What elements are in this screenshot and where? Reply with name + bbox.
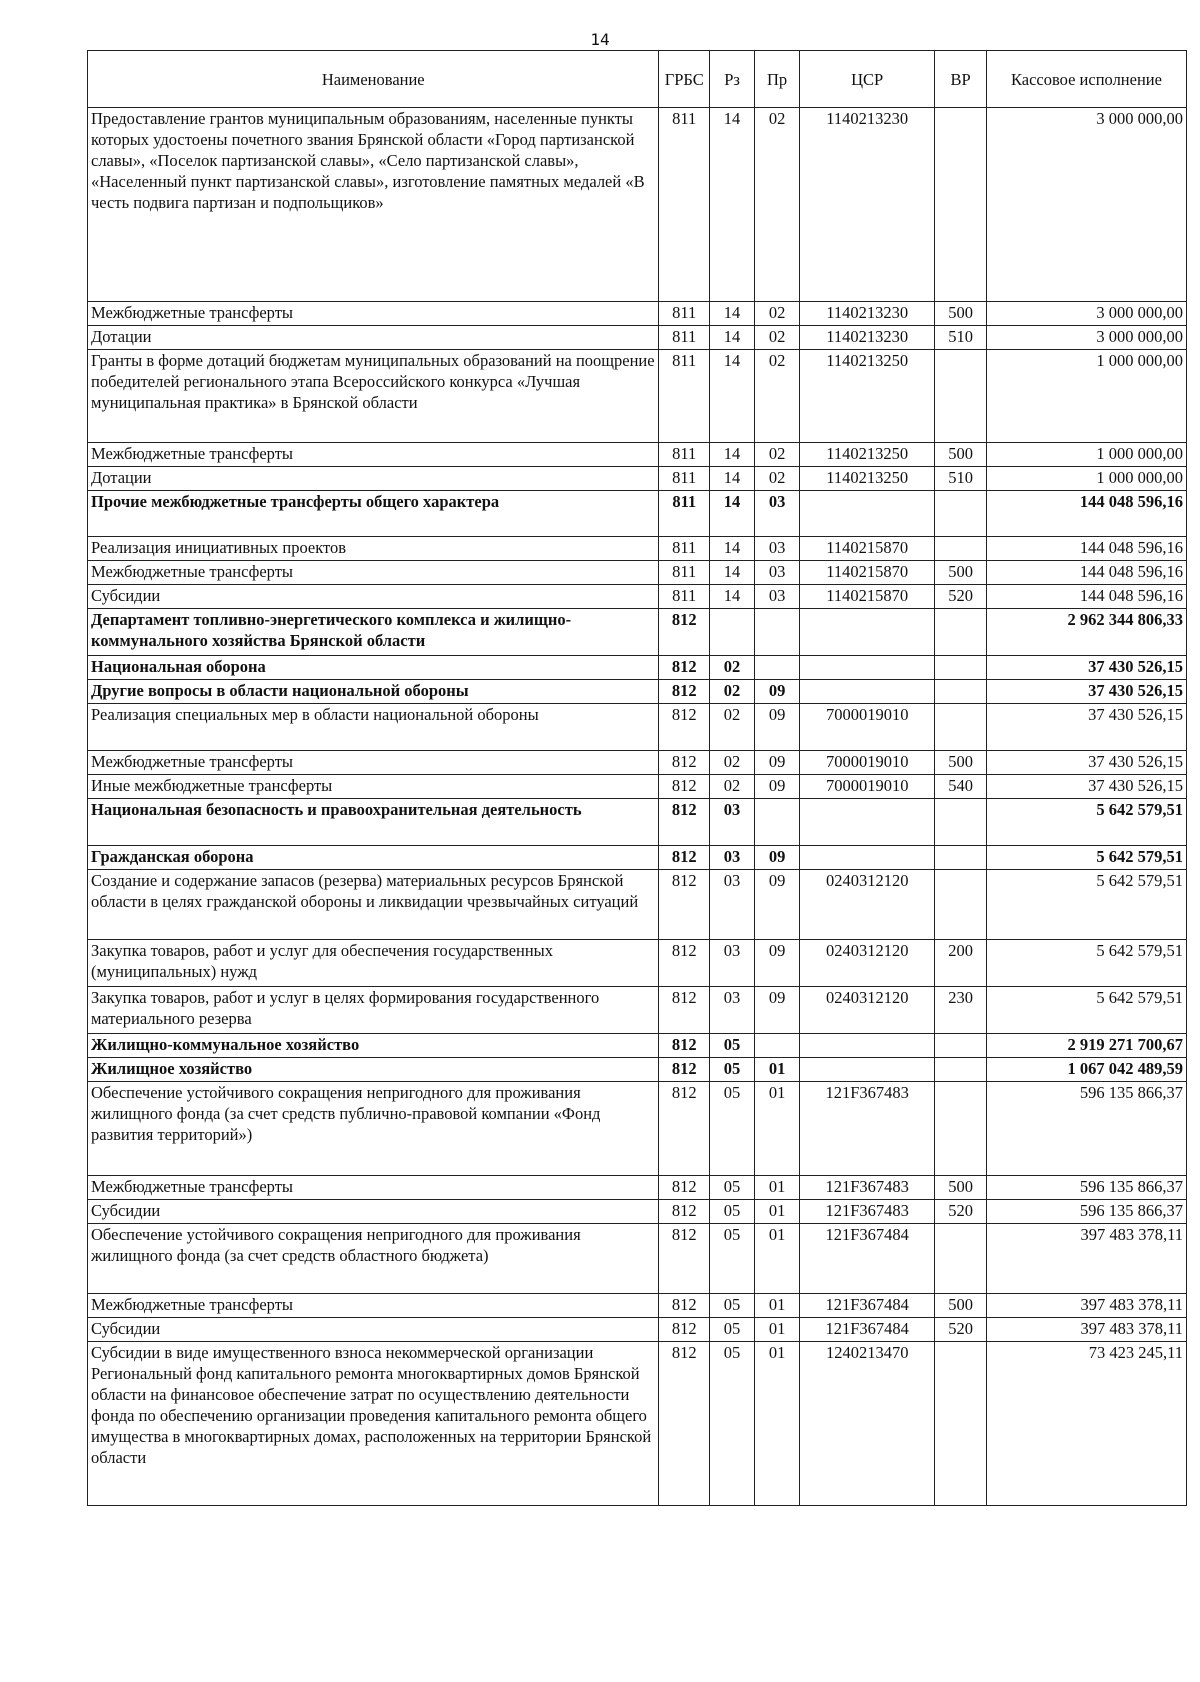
- cell-pr: 09: [755, 846, 800, 870]
- cell-name: Обеспечение устойчивого сокращения непригодного для проживания жилищного фонда (за счет средств публично-правовой компании «Фонд развития территорий»): [88, 1082, 659, 1176]
- table-row: [88, 561, 1187, 585]
- cell-csr: 1140215870: [800, 561, 935, 585]
- cell-csr: [800, 491, 935, 537]
- cell-grbs: 812: [659, 1224, 710, 1294]
- cell-csr: 1140215870: [800, 585, 935, 609]
- table-row: [88, 1058, 1187, 1082]
- cell-grbs: 811: [659, 537, 710, 561]
- table-row: [88, 108, 1187, 302]
- cell-vr: [935, 870, 987, 940]
- cell-cash-execution: 144 048 596,16: [986, 537, 1186, 561]
- cell-pr: 09: [755, 751, 800, 775]
- cell-name: Обеспечение устойчивого сокращения непригодного для проживания жилищного фонда (за счет средств областного бюджета): [88, 1224, 659, 1294]
- cell-cash-execution: 1 000 000,00: [986, 467, 1186, 491]
- cell-name: Межбюджетные трансферты: [88, 751, 659, 775]
- cell-cash-execution: 37 430 526,15: [986, 751, 1186, 775]
- cell-csr: 1140213230: [800, 302, 935, 326]
- cell-name: Субсидии: [88, 585, 659, 609]
- cell-rz: 05: [710, 1294, 755, 1318]
- cell-cash-execution: 3 000 000,00: [986, 326, 1186, 350]
- cell-csr: [800, 799, 935, 846]
- cell-csr: [800, 846, 935, 870]
- cell-rz: [710, 609, 755, 656]
- cell-vr: 500: [935, 1176, 987, 1200]
- cell-rz: 14: [710, 585, 755, 609]
- cell-grbs: 812: [659, 704, 710, 751]
- cell-cash-execution: 37 430 526,15: [986, 680, 1186, 704]
- table-row: [88, 680, 1187, 704]
- cell-pr: [755, 1034, 800, 1058]
- cell-pr: 01: [755, 1058, 800, 1082]
- cell-rz: 03: [710, 940, 755, 987]
- cell-pr: [755, 799, 800, 846]
- cell-vr: [935, 1342, 987, 1506]
- cell-cash-execution: 5 642 579,51: [986, 987, 1186, 1034]
- cell-name: Межбюджетные трансферты: [88, 1176, 659, 1200]
- cell-csr: 1140213230: [800, 326, 935, 350]
- cell-cash-execution: 37 430 526,15: [986, 704, 1186, 751]
- cell-rz: 05: [710, 1176, 755, 1200]
- cell-rz: 05: [710, 1342, 755, 1506]
- table-row: [88, 350, 1187, 443]
- cell-csr: 1240213470: [800, 1342, 935, 1506]
- cell-pr: 02: [755, 108, 800, 302]
- table-row: [88, 537, 1187, 561]
- cell-pr: 01: [755, 1318, 800, 1342]
- cell-grbs: 812: [659, 1200, 710, 1224]
- cell-vr: 510: [935, 467, 987, 491]
- cell-vr: 510: [935, 326, 987, 350]
- cell-csr: 121F367484: [800, 1224, 935, 1294]
- cell-pr: 02: [755, 350, 800, 443]
- cell-csr: 0240312120: [800, 987, 935, 1034]
- cell-vr: [935, 680, 987, 704]
- cell-cash-execution: 397 483 378,11: [986, 1318, 1186, 1342]
- cell-cash-execution: 144 048 596,16: [986, 491, 1186, 537]
- header-name: Наименование: [88, 51, 659, 108]
- cell-grbs: 812: [659, 799, 710, 846]
- cell-csr: 121F367483: [800, 1176, 935, 1200]
- table-row: [88, 1318, 1187, 1342]
- document-page: [87, 50, 1187, 1506]
- cell-cash-execution: 2 919 271 700,67: [986, 1034, 1186, 1058]
- header-rz: Рз: [710, 51, 755, 108]
- cell-pr: 01: [755, 1224, 800, 1294]
- cell-cash-execution: 596 135 866,37: [986, 1082, 1186, 1176]
- cell-cash-execution: 5 642 579,51: [986, 799, 1186, 846]
- cell-pr: 02: [755, 326, 800, 350]
- cell-cash-execution: 397 483 378,11: [986, 1294, 1186, 1318]
- cell-vr: 500: [935, 443, 987, 467]
- cell-cash-execution: 397 483 378,11: [986, 1224, 1186, 1294]
- cell-grbs: 812: [659, 1082, 710, 1176]
- cell-name: Создание и содержание запасов (резерва) материальных ресурсов Брянской области в целях гражданской обороны и ликвидации чрезвычайных ситуаций: [88, 870, 659, 940]
- cell-cash-execution: 1 000 000,00: [986, 350, 1186, 443]
- cell-pr: 03: [755, 585, 800, 609]
- page-number: 14: [590, 30, 610, 49]
- cell-rz: 02: [710, 704, 755, 751]
- cell-rz: 05: [710, 1318, 755, 1342]
- table-row: [88, 1342, 1187, 1506]
- cell-csr: [800, 1058, 935, 1082]
- cell-grbs: 812: [659, 1058, 710, 1082]
- cell-grbs: 811: [659, 350, 710, 443]
- cell-pr: 01: [755, 1176, 800, 1200]
- cell-grbs: 811: [659, 443, 710, 467]
- cell-csr: 1140213250: [800, 443, 935, 467]
- cell-vr: 200: [935, 940, 987, 987]
- cell-rz: 05: [710, 1224, 755, 1294]
- cell-cash-execution: 73 423 245,11: [986, 1342, 1186, 1506]
- cell-name: Межбюджетные трансферты: [88, 443, 659, 467]
- cell-csr: 1140213250: [800, 467, 935, 491]
- table-row: [88, 467, 1187, 491]
- cell-vr: 500: [935, 561, 987, 585]
- cell-vr: [935, 1034, 987, 1058]
- cell-cash-execution: 3 000 000,00: [986, 302, 1186, 326]
- cell-grbs: 812: [659, 1294, 710, 1318]
- table-row: [88, 302, 1187, 326]
- cell-grbs: 811: [659, 467, 710, 491]
- cell-name: Дотации: [88, 326, 659, 350]
- cell-vr: 500: [935, 751, 987, 775]
- cell-vr: 500: [935, 1294, 987, 1318]
- cell-cash-execution: 5 642 579,51: [986, 846, 1186, 870]
- cell-pr: 01: [755, 1082, 800, 1176]
- cell-pr: 09: [755, 680, 800, 704]
- cell-rz: 14: [710, 108, 755, 302]
- header-csr: ЦСР: [800, 51, 935, 108]
- cell-pr: 09: [755, 870, 800, 940]
- cell-name: Дотации: [88, 467, 659, 491]
- table-row: [88, 870, 1187, 940]
- cell-grbs: 812: [659, 1034, 710, 1058]
- table-row: [88, 1082, 1187, 1176]
- cell-pr: 02: [755, 467, 800, 491]
- table-row: [88, 751, 1187, 775]
- cell-name: Прочие межбюджетные трансферты общего характера: [88, 491, 659, 537]
- cell-grbs: 812: [659, 775, 710, 799]
- cell-vr: [935, 704, 987, 751]
- table-row: [88, 846, 1187, 870]
- cell-grbs: 811: [659, 585, 710, 609]
- cell-grbs: 811: [659, 561, 710, 585]
- cell-grbs: 812: [659, 940, 710, 987]
- table-header-row: [88, 51, 1187, 108]
- cell-name: Гранты в форме дотаций бюджетам муниципальных образований на поощрение победителей регионального этапа Всероссийского конкурса «Лучшая муниципальная практика» в Брянской области: [88, 350, 659, 443]
- cell-vr: [935, 846, 987, 870]
- cell-cash-execution: 5 642 579,51: [986, 940, 1186, 987]
- cell-rz: 14: [710, 350, 755, 443]
- cell-pr: 09: [755, 940, 800, 987]
- cell-vr: [935, 350, 987, 443]
- table-row: [88, 585, 1187, 609]
- cell-pr: 02: [755, 302, 800, 326]
- cell-csr: 1140213230: [800, 108, 935, 302]
- cell-vr: 520: [935, 585, 987, 609]
- header-cash-execution: Кассовое исполнение: [986, 51, 1186, 108]
- table-row: [88, 775, 1187, 799]
- cell-grbs: 812: [659, 846, 710, 870]
- cell-pr: 03: [755, 537, 800, 561]
- cell-name: Межбюджетные трансферты: [88, 1294, 659, 1318]
- cell-cash-execution: 596 135 866,37: [986, 1200, 1186, 1224]
- cell-vr: [935, 491, 987, 537]
- cell-vr: [935, 1224, 987, 1294]
- cell-name: Гражданская оборона: [88, 846, 659, 870]
- cell-cash-execution: 37 430 526,15: [986, 775, 1186, 799]
- cell-pr: 03: [755, 561, 800, 585]
- cell-csr: 0240312120: [800, 940, 935, 987]
- cell-rz: 03: [710, 846, 755, 870]
- cell-pr: [755, 656, 800, 680]
- cell-rz: 02: [710, 656, 755, 680]
- cell-name: Закупка товаров, работ и услуг в целях формирования государственного материального резерва: [88, 987, 659, 1034]
- cell-name: Предоставление грантов муниципальным образованиям, населенные пункты которых удостоены почетного звания Брянской области «Город партизанской славы», «Поселок партизанской славы», «Село партизанской славы», «Населенный пункт партизанской славы», изготовление памятных медалей «В честь подвига партизан и подпольщиков»: [88, 108, 659, 302]
- table-row: [88, 704, 1187, 751]
- cell-rz: 14: [710, 491, 755, 537]
- cell-grbs: 812: [659, 1318, 710, 1342]
- table-row: [88, 326, 1187, 350]
- cell-name: Реализация инициативных проектов: [88, 537, 659, 561]
- cell-grbs: 812: [659, 609, 710, 656]
- table-row: [88, 1176, 1187, 1200]
- cell-grbs: 812: [659, 1342, 710, 1506]
- cell-rz: 02: [710, 751, 755, 775]
- cell-vr: [935, 609, 987, 656]
- cell-rz: 14: [710, 443, 755, 467]
- table-row: [88, 940, 1187, 987]
- cell-grbs: 811: [659, 326, 710, 350]
- table-row: [88, 1294, 1187, 1318]
- table-row: [88, 987, 1187, 1034]
- cell-csr: 7000019010: [800, 775, 935, 799]
- cell-pr: [755, 609, 800, 656]
- cell-csr: 121F367484: [800, 1294, 935, 1318]
- cell-cash-execution: 144 048 596,16: [986, 585, 1186, 609]
- cell-grbs: 812: [659, 680, 710, 704]
- cell-pr: 09: [755, 775, 800, 799]
- cell-grbs: 812: [659, 751, 710, 775]
- cell-vr: 520: [935, 1200, 987, 1224]
- cell-name: Реализация специальных мер в области национальной обороны: [88, 704, 659, 751]
- cell-pr: 03: [755, 491, 800, 537]
- cell-rz: 14: [710, 537, 755, 561]
- cell-vr: [935, 537, 987, 561]
- cell-name: Межбюджетные трансферты: [88, 561, 659, 585]
- cell-csr: 1140213250: [800, 350, 935, 443]
- cell-rz: 02: [710, 775, 755, 799]
- cell-rz: 03: [710, 987, 755, 1034]
- table-row: [88, 491, 1187, 537]
- cell-vr: [935, 799, 987, 846]
- cell-cash-execution: 5 642 579,51: [986, 870, 1186, 940]
- cell-name: Жилищно-коммунальное хозяйство: [88, 1034, 659, 1058]
- cell-csr: 7000019010: [800, 704, 935, 751]
- table-row: [88, 1224, 1187, 1294]
- cell-csr: [800, 1034, 935, 1058]
- cell-grbs: 812: [659, 1176, 710, 1200]
- table-row: [88, 609, 1187, 656]
- budget-execution-table: [87, 50, 1187, 1506]
- cell-csr: [800, 609, 935, 656]
- cell-rz: 05: [710, 1082, 755, 1176]
- cell-pr: 09: [755, 704, 800, 751]
- cell-csr: 0240312120: [800, 870, 935, 940]
- cell-name: Закупка товаров, работ и услуг для обеспечения государственных (муниципальных) нужд: [88, 940, 659, 987]
- cell-csr: 121F367484: [800, 1318, 935, 1342]
- cell-grbs: 811: [659, 108, 710, 302]
- header-grbs: ГРБС: [659, 51, 710, 108]
- cell-name: Другие вопросы в области национальной обороны: [88, 680, 659, 704]
- cell-rz: 05: [710, 1034, 755, 1058]
- cell-rz: 03: [710, 799, 755, 846]
- cell-pr: 09: [755, 987, 800, 1034]
- cell-cash-execution: 37 430 526,15: [986, 656, 1186, 680]
- table-row: [88, 656, 1187, 680]
- cell-name: Субсидии: [88, 1318, 659, 1342]
- cell-name: Межбюджетные трансферты: [88, 302, 659, 326]
- cell-name: Департамент топливно-энергетического комплекса и жилищно-коммунального хозяйства Брянской области: [88, 609, 659, 656]
- cell-cash-execution: 144 048 596,16: [986, 561, 1186, 585]
- cell-pr: 01: [755, 1294, 800, 1318]
- cell-name: Жилищное хозяйство: [88, 1058, 659, 1082]
- cell-csr: 1140215870: [800, 537, 935, 561]
- cell-grbs: 812: [659, 870, 710, 940]
- cell-vr: 500: [935, 302, 987, 326]
- cell-csr: 121F367483: [800, 1082, 935, 1176]
- table-row: [88, 1034, 1187, 1058]
- header-vr: ВР: [935, 51, 987, 108]
- cell-rz: 14: [710, 561, 755, 585]
- cell-name: Иные межбюджетные трансферты: [88, 775, 659, 799]
- cell-pr: 01: [755, 1342, 800, 1506]
- cell-name: Национальная оборона: [88, 656, 659, 680]
- cell-cash-execution: 1 067 042 489,59: [986, 1058, 1186, 1082]
- cell-cash-execution: 2 962 344 806,33: [986, 609, 1186, 656]
- cell-vr: 520: [935, 1318, 987, 1342]
- cell-vr: [935, 1058, 987, 1082]
- table-row: [88, 443, 1187, 467]
- header-pr: Пр: [755, 51, 800, 108]
- cell-grbs: 812: [659, 987, 710, 1034]
- cell-csr: 121F367483: [800, 1200, 935, 1224]
- cell-rz: 05: [710, 1200, 755, 1224]
- cell-name: Национальная безопасность и правоохранительная деятельность: [88, 799, 659, 846]
- cell-rz: 05: [710, 1058, 755, 1082]
- cell-csr: [800, 656, 935, 680]
- cell-vr: 540: [935, 775, 987, 799]
- cell-cash-execution: 3 000 000,00: [986, 108, 1186, 302]
- cell-csr: [800, 680, 935, 704]
- cell-cash-execution: 596 135 866,37: [986, 1176, 1186, 1200]
- cell-rz: 14: [710, 326, 755, 350]
- cell-grbs: 812: [659, 656, 710, 680]
- cell-grbs: 811: [659, 302, 710, 326]
- cell-vr: [935, 656, 987, 680]
- cell-rz: 03: [710, 870, 755, 940]
- cell-vr: 230: [935, 987, 987, 1034]
- cell-vr: [935, 1082, 987, 1176]
- table-body: [88, 108, 1187, 1506]
- cell-pr: 01: [755, 1200, 800, 1224]
- cell-grbs: 811: [659, 491, 710, 537]
- table-row: [88, 799, 1187, 846]
- cell-name: Субсидии в виде имущественного взноса некоммерческой организации Региональный фонд капитального ремонта многоквартирных домов Брянской области на финансовое обеспечение затрат по осуществлению деятельности фонда по обеспечению организации проведения капитального ремонта общего имущества в многоквартирных домах, расположенных на территории Брянской области: [88, 1342, 659, 1506]
- cell-cash-execution: 1 000 000,00: [986, 443, 1186, 467]
- cell-vr: [935, 108, 987, 302]
- cell-name: Субсидии: [88, 1200, 659, 1224]
- cell-rz: 14: [710, 302, 755, 326]
- table-row: [88, 1200, 1187, 1224]
- cell-pr: 02: [755, 443, 800, 467]
- cell-rz: 14: [710, 467, 755, 491]
- cell-csr: 7000019010: [800, 751, 935, 775]
- cell-rz: 02: [710, 680, 755, 704]
